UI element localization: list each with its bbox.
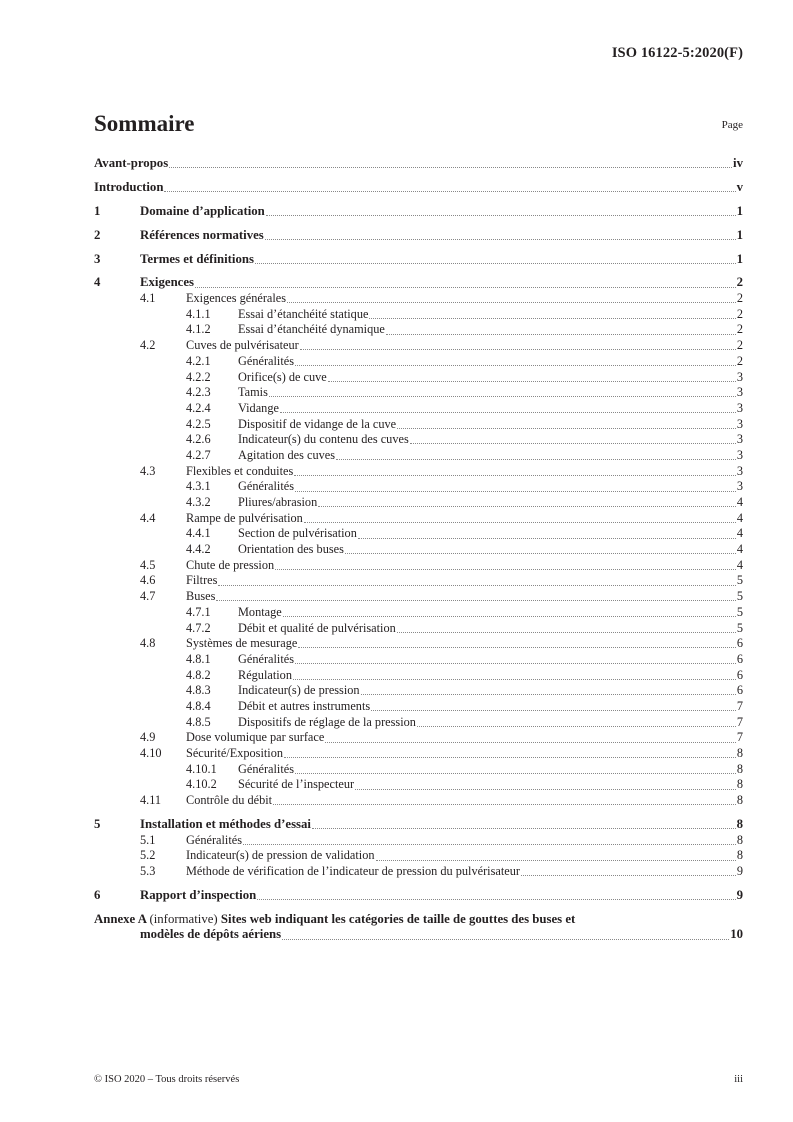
- footer-page-number: iii: [734, 1074, 743, 1085]
- toc-entry-number: 4.8.4: [186, 698, 211, 713]
- toc-entry-number: 2: [94, 227, 101, 242]
- dot-leader: [361, 693, 736, 695]
- dot-leader: [345, 552, 736, 554]
- dot-leader: [312, 827, 736, 829]
- toc-entry[interactable]: [94, 888, 743, 904]
- dot-leader: [255, 262, 736, 264]
- toc-entry-page: 5: [736, 589, 743, 604]
- toc-entry-title[interactable]: Buses: [186, 589, 216, 604]
- footer-copyright: © ISO 2020 – Tous droits réservés: [94, 1074, 240, 1085]
- toc-entry-page: 4: [736, 510, 743, 525]
- toc-entry[interactable]: [94, 464, 743, 480]
- toc-entry-number: 4.2.5: [186, 416, 211, 431]
- toc-entry-title[interactable]: Filtres: [186, 573, 218, 588]
- toc-entry-title[interactable]: Tamis: [238, 385, 268, 400]
- toc-entry-page: 2: [736, 306, 743, 321]
- dot-leader: [280, 411, 736, 413]
- toc-entry-title[interactable]: Montage: [238, 604, 282, 619]
- toc-entry-page: 1: [736, 203, 743, 218]
- toc-entry-number: 4.8.2: [186, 667, 211, 682]
- toc-entry-number: 4.8: [140, 636, 156, 651]
- toc-entry-number: 4.2.1: [186, 353, 211, 368]
- toc-entry-number: 4.11: [140, 793, 162, 808]
- toc-entry[interactable]: [94, 156, 743, 172]
- toc-entry-page: 2: [736, 275, 743, 290]
- toc-entry-title[interactable]: Débit et autres instruments: [238, 698, 371, 713]
- toc-entry-page: 5: [736, 573, 743, 588]
- dot-leader: [369, 317, 735, 319]
- toc-entry-number: 4.2: [140, 338, 156, 353]
- toc-entry-title[interactable]: Agitation des cuves: [238, 447, 335, 462]
- toc-entry-title[interactable]: Rampe de pulvérisation: [186, 510, 303, 525]
- toc-entry[interactable]: [94, 715, 743, 731]
- toc-entry-title[interactable]: Rapport d’inspection: [140, 887, 257, 902]
- toc-entry-title[interactable]: Indicateur(s) de pression: [238, 683, 360, 698]
- toc-entry-page: 5: [736, 620, 743, 635]
- toc-entry[interactable]: [94, 636, 743, 652]
- toc-entry-number: 4.1.1: [186, 306, 211, 321]
- toc-entry-page: 2: [736, 291, 743, 306]
- toc-entry-number: 4.10.2: [186, 777, 217, 792]
- toc-entry-number: 6: [94, 887, 101, 902]
- toc-entry-title[interactable]: Introduction: [94, 179, 164, 194]
- toc-entry[interactable]: [94, 338, 743, 354]
- toc-entry[interactable]: [94, 605, 743, 621]
- toc-entry-title[interactable]: Dispositifs de réglage de la pression: [238, 714, 416, 729]
- toc-entry-title[interactable]: Sécurité de l’inspecteur: [238, 777, 355, 792]
- toc-entry-number: 3: [94, 251, 101, 266]
- dot-leader: [287, 301, 736, 303]
- toc-entry[interactable]: [94, 432, 743, 448]
- toc-entry-number: 4.8.5: [186, 714, 211, 729]
- toc-entry-number: 4.1.2: [186, 322, 211, 337]
- toc-entry-page: 7: [736, 714, 743, 729]
- dot-leader: [295, 662, 736, 664]
- toc-entry-number: 4.3: [140, 463, 156, 478]
- dot-leader: [386, 333, 736, 335]
- dot-leader: [294, 474, 736, 476]
- toc-entry-page: 2: [736, 353, 743, 368]
- toc-entry[interactable]: [94, 573, 743, 589]
- toc-entry[interactable]: [94, 762, 743, 778]
- toc-entry[interactable]: [94, 322, 743, 338]
- dot-leader: [355, 788, 736, 790]
- toc-entry[interactable]: [94, 354, 743, 370]
- toc-entry[interactable]: [94, 668, 743, 684]
- dot-leader: [410, 442, 736, 444]
- toc-entry-number: 4.8.1: [186, 651, 211, 666]
- toc-entry[interactable]: [94, 291, 743, 307]
- toc-entry[interactable]: [94, 746, 743, 762]
- dot-leader: [257, 898, 735, 900]
- toc-entry-number: 4.2.4: [186, 400, 211, 415]
- toc-entry[interactable]: [94, 448, 743, 464]
- toc-entry[interactable]: [94, 864, 743, 880]
- dot-leader: [358, 537, 736, 539]
- dot-leader: [397, 631, 736, 633]
- dot-leader: [273, 803, 736, 805]
- toc-entry-number: 4.2.2: [186, 369, 211, 384]
- annex-label: Annexe A: [94, 911, 147, 926]
- toc-entry-page: 3: [736, 369, 743, 384]
- toc-entry-page: 3: [736, 447, 743, 462]
- toc-entry-page: 1: [736, 251, 743, 266]
- toc-entry-number: 4: [94, 275, 101, 290]
- toc-entry-number: 4.2.6: [186, 432, 211, 447]
- toc-entry[interactable]: [94, 558, 743, 574]
- dot-leader: [216, 599, 735, 601]
- toc-entry-page: 8: [736, 832, 743, 847]
- toc-entry-title[interactable]: Références normatives: [140, 227, 264, 242]
- dot-leader: [243, 843, 736, 845]
- toc-entry-page: 3: [736, 385, 743, 400]
- toc-title: Sommaire: [94, 111, 195, 136]
- toc-entry[interactable]: [94, 542, 743, 558]
- toc-entry-number: 4.7: [140, 589, 156, 604]
- document-identifier: ISO 16122-5:2020(F): [611, 45, 743, 61]
- dot-leader: [284, 756, 736, 758]
- dot-leader: [218, 584, 735, 586]
- toc-entry[interactable]: [94, 228, 743, 244]
- toc-entry-page: iv: [733, 156, 743, 170]
- dot-leader: [295, 772, 736, 774]
- toc-entry[interactable]: [94, 495, 743, 511]
- dot-leader: [325, 741, 736, 743]
- toc-entry-number: 5: [94, 816, 101, 831]
- toc-entry-page: 4: [736, 557, 743, 572]
- table-of-contents: [94, 156, 743, 943]
- dot-leader: [417, 725, 736, 727]
- toc-entry-page: 8: [736, 848, 743, 863]
- toc-entry-title[interactable]: Vidange: [238, 400, 279, 415]
- toc-entry[interactable]: [94, 683, 743, 699]
- toc-entry-title[interactable]: Orientation des buses: [238, 542, 344, 557]
- toc-entry-title[interactable]: Sécurité/Exposition: [186, 746, 283, 760]
- toc-entry[interactable]: [94, 401, 743, 417]
- dot-leader: [195, 286, 736, 288]
- toc-entry[interactable]: [94, 252, 743, 268]
- toc-entry-title[interactable]: Termes et définitions: [140, 251, 254, 266]
- toc-entry-page: 3: [736, 432, 743, 447]
- toc-entry-number: 4.4.2: [186, 542, 211, 557]
- toc-entry[interactable]: [94, 730, 743, 746]
- dot-leader: [266, 214, 736, 216]
- toc-entry[interactable]: [94, 204, 743, 220]
- toc-entry-page: 8: [736, 746, 743, 760]
- toc-entry[interactable]: [94, 793, 743, 809]
- toc-entry-title[interactable]: Section de pulvérisation: [238, 526, 357, 541]
- toc-entry-title[interactable]: Chute de pression: [186, 557, 275, 572]
- toc-entry-title[interactable]: Flexibles et conduites: [186, 463, 294, 478]
- dot-leader: [269, 395, 736, 397]
- toc-entry-page: 6: [736, 636, 743, 651]
- toc-entry[interactable]: [94, 848, 743, 864]
- toc-entry-number: 4.8.3: [186, 683, 211, 698]
- dot-leader: [293, 678, 736, 680]
- toc-entry[interactable]: [94, 511, 743, 527]
- toc-entry-page: 7: [736, 730, 743, 745]
- toc-entry[interactable]: [94, 526, 743, 542]
- dot-leader: [265, 238, 736, 240]
- toc-entry-title[interactable]: Généralités: [238, 651, 294, 666]
- dot-leader: [275, 568, 736, 570]
- toc-entry-page: v: [736, 179, 743, 194]
- toc-entry[interactable]: [94, 817, 743, 833]
- dot-leader: [336, 458, 736, 460]
- toc-entry[interactable]: [94, 833, 743, 849]
- toc-entry-page: 1: [736, 227, 743, 242]
- toc-entry-page: 6: [736, 667, 743, 682]
- toc-entry-title[interactable]: Débit et qualité de pulvérisation: [238, 620, 396, 635]
- toc-entry-number: 4.3.1: [186, 479, 211, 494]
- dot-leader: [304, 521, 736, 523]
- dot-leader: [328, 380, 736, 382]
- toc-entry-number: 4.2.3: [186, 385, 211, 400]
- toc-entry-title[interactable]: Méthode de vérification de l’indicateur de pression du pulvérisateur: [186, 864, 520, 878]
- toc-entry-title[interactable]: Régulation: [238, 667, 292, 682]
- dot-leader: [164, 190, 735, 192]
- toc-entry-page: 8: [736, 761, 743, 776]
- toc-entry-number: 5.3: [140, 864, 156, 878]
- toc-entry-title[interactable]: Indicateur(s) du contenu des cuves: [238, 432, 409, 447]
- toc-annex-entry[interactable]: [94, 912, 743, 943]
- dot-leader: [376, 859, 736, 861]
- toc-entry-page: 4: [736, 542, 743, 557]
- toc-entry-title[interactable]: Domaine d’application: [140, 203, 265, 218]
- toc-entry-title[interactable]: Généralités: [186, 832, 242, 847]
- toc-entry[interactable]: [94, 307, 743, 323]
- toc-entry-title[interactable]: Orifice(s) de cuve: [238, 369, 327, 384]
- dot-leader: [318, 505, 736, 507]
- dot-leader: [397, 427, 736, 429]
- toc-entry-title[interactable]: Indicateur(s) de pression de validation: [186, 848, 375, 863]
- toc-entry-title[interactable]: Exigences générales: [186, 291, 287, 306]
- dot-leader: [283, 615, 736, 617]
- toc-entry[interactable]: [94, 180, 743, 196]
- toc-entry-number: 4.6: [140, 573, 156, 588]
- toc-entry-number: 4.5: [140, 557, 156, 572]
- toc-entry-number: 4.4.1: [186, 526, 211, 541]
- toc-entry-title[interactable]: Dose volumique par surface: [186, 730, 325, 745]
- toc-entry-page: 9: [736, 864, 743, 878]
- toc-entry-number: 4.10: [140, 746, 162, 760]
- toc-entry-title[interactable]: Contrôle du débit: [186, 793, 273, 808]
- dot-leader: [521, 874, 736, 876]
- toc-entry-title[interactable]: Généralités: [238, 479, 294, 494]
- toc-entry-title[interactable]: Essai d’étanchéité dynamique: [238, 322, 385, 337]
- toc-entry-title[interactable]: Cuves de pulvérisateur: [186, 338, 299, 353]
- page-column-label: Page: [721, 119, 743, 131]
- toc-entry[interactable]: [94, 417, 743, 433]
- toc-entry-number: 1: [94, 203, 101, 218]
- toc-entry-page: 3: [736, 463, 743, 478]
- toc-entry[interactable]: [94, 621, 743, 637]
- dot-leader: [169, 166, 732, 168]
- toc-entry-number: 4.1: [140, 291, 156, 306]
- dot-leader: [295, 490, 736, 492]
- toc-entry-page: 2: [736, 338, 743, 353]
- toc-entry-page: 5: [736, 604, 743, 619]
- toc-entry-page: 4: [736, 495, 743, 509]
- toc-entry-number: 4.7.1: [186, 604, 211, 619]
- toc-entry-page: 8: [736, 777, 743, 792]
- dot-leader: [298, 646, 736, 648]
- toc-entry-number: 4.9: [140, 730, 156, 745]
- toc-entry-page: 9: [736, 887, 743, 902]
- toc-entry[interactable]: [94, 589, 743, 605]
- annex-title-line1[interactable]: Sites web indiquant les catégories de taille de gouttes des buses et: [220, 911, 576, 926]
- toc-entry-page: 3: [736, 400, 743, 415]
- toc-entry-page: 6: [736, 683, 743, 698]
- toc-entry[interactable]: [94, 777, 743, 793]
- toc-entry-number: 4.10.1: [186, 761, 217, 776]
- toc-entry-number: 5.2: [140, 848, 156, 863]
- toc-entry-number: 4.3.2: [186, 495, 211, 509]
- dot-leader: [300, 348, 736, 350]
- toc-entry[interactable]: [94, 479, 743, 495]
- toc-entry-page: 8: [736, 793, 743, 808]
- dot-leader: [295, 364, 736, 366]
- toc-entry-page: 7: [736, 698, 743, 713]
- toc-entry-page: 8: [736, 816, 743, 831]
- toc-entry-number: 4.2.7: [186, 447, 211, 462]
- toc-entry[interactable]: [94, 699, 743, 715]
- toc-entry-title[interactable]: Installation et méthodes d’essai: [140, 816, 311, 831]
- toc-entry-page: 3: [736, 479, 743, 494]
- toc-entry-title[interactable]: Dispositif de vidange de la cuve: [238, 416, 397, 431]
- toc-entry-number: 4.4: [140, 510, 156, 525]
- toc-entry-title[interactable]: Avant-propos: [94, 156, 169, 170]
- toc-entry-title[interactable]: Systèmes de mesurage: [186, 636, 298, 651]
- toc-entry[interactable]: [94, 385, 743, 401]
- toc-entry-number: 4.7.2: [186, 620, 211, 635]
- toc-entry[interactable]: [94, 275, 743, 291]
- annex-page: 10: [730, 927, 743, 942]
- annex-title-line2[interactable]: modèles de dépôts aériens: [140, 927, 282, 942]
- toc-entry-page: 3: [736, 416, 743, 431]
- toc-entry-title[interactable]: Généralités: [238, 761, 294, 776]
- toc-entry-title[interactable]: Pliures/abrasion: [238, 495, 318, 509]
- toc-entry-title[interactable]: Essai d’étanchéité statique: [238, 306, 369, 321]
- toc-entry-page: 2: [736, 322, 743, 337]
- toc-entry[interactable]: [94, 370, 743, 386]
- annex-qualifier: (informative): [149, 911, 218, 926]
- toc-entry-page: 4: [736, 526, 743, 541]
- dot-leader: [371, 709, 736, 711]
- toc-entry-title[interactable]: Généralités: [238, 353, 294, 368]
- toc-entry-title[interactable]: Exigences: [140, 275, 195, 290]
- toc-entry[interactable]: [94, 652, 743, 668]
- toc-entry-page: 6: [736, 651, 743, 666]
- dot-leader: [282, 938, 729, 940]
- toc-entry-number: 5.1: [140, 832, 156, 847]
